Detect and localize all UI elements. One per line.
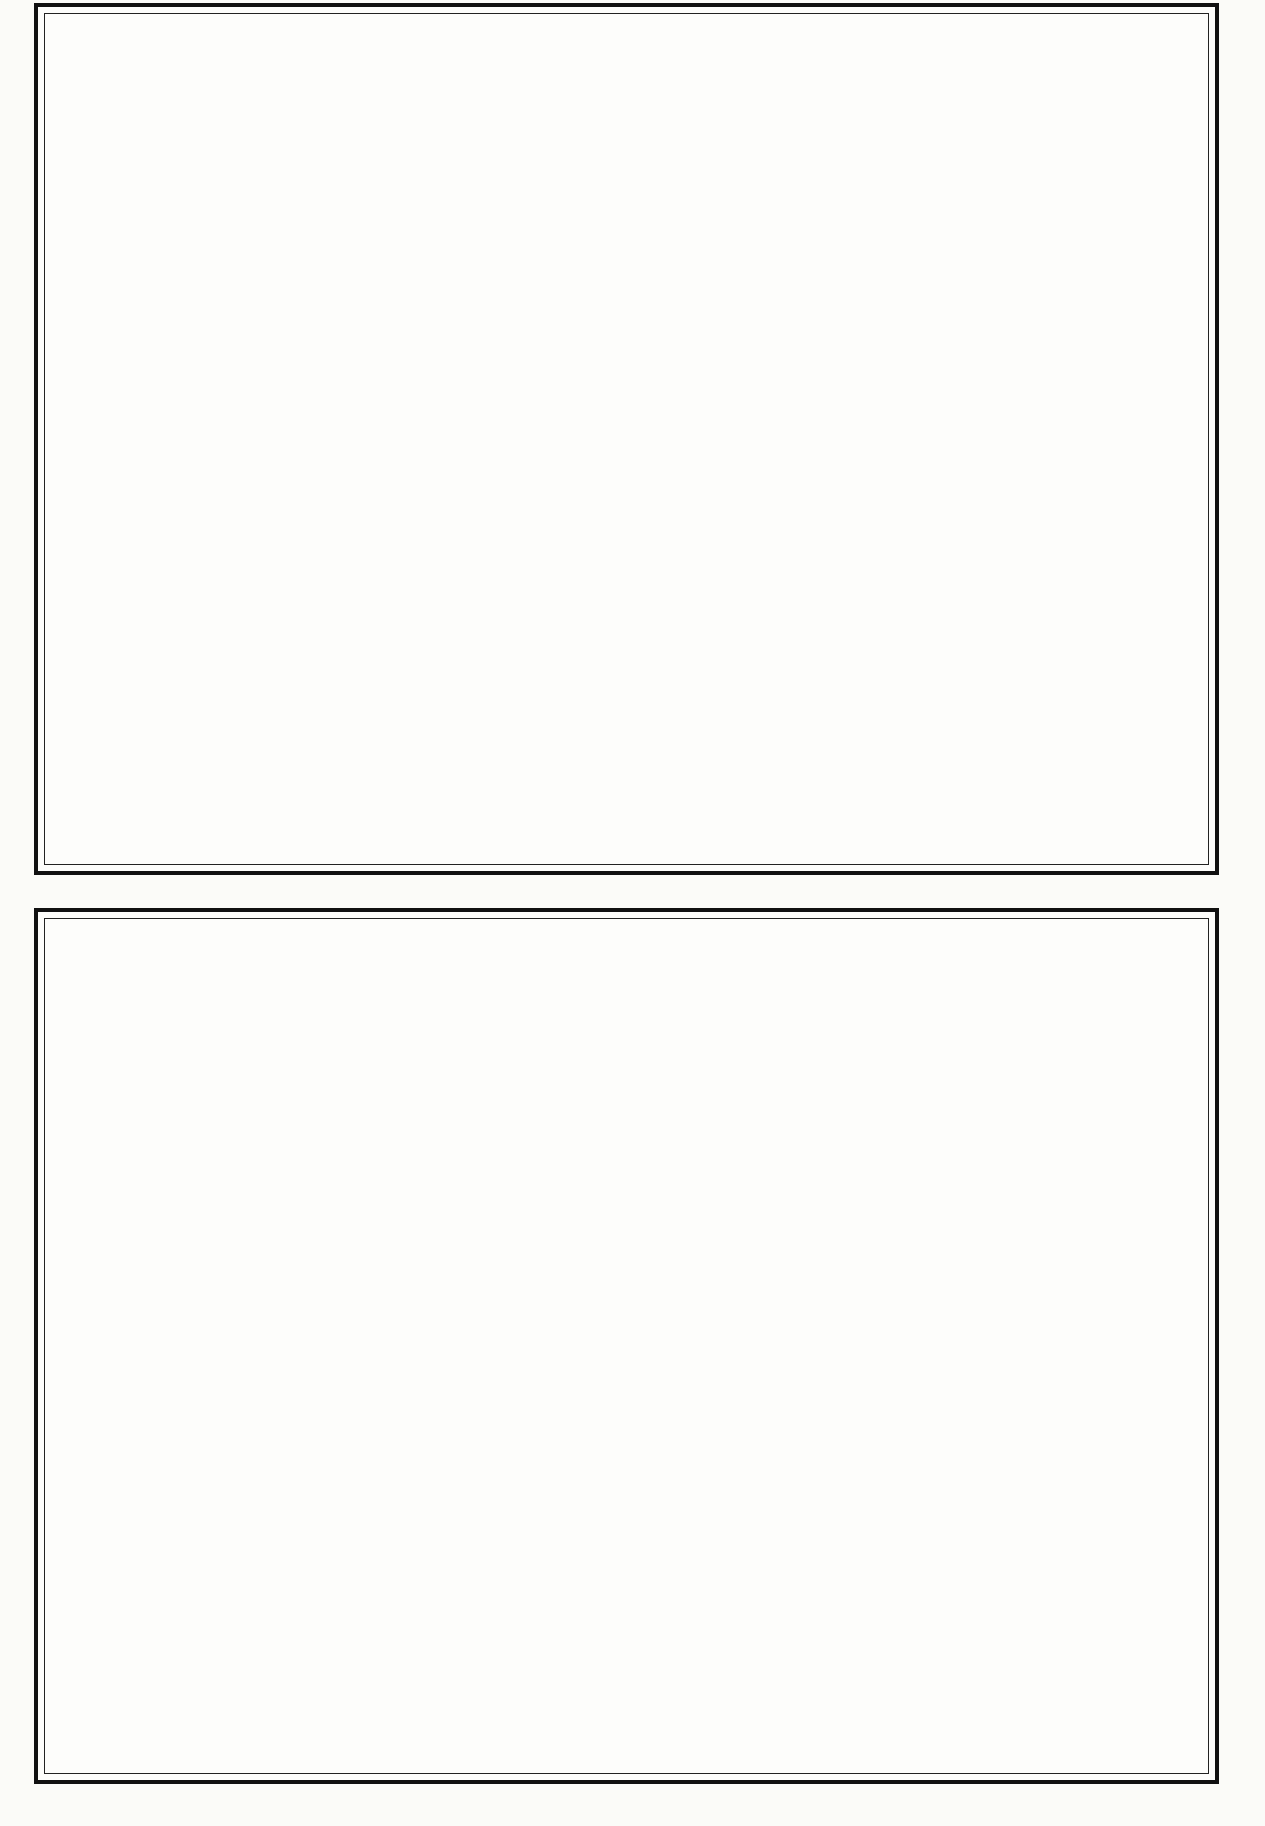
lower-page-columns — [48, 920, 1205, 1772]
upper-page — [34, 3, 1219, 875]
upper-page-columns — [48, 15, 1205, 863]
lower-page — [34, 908, 1219, 1784]
